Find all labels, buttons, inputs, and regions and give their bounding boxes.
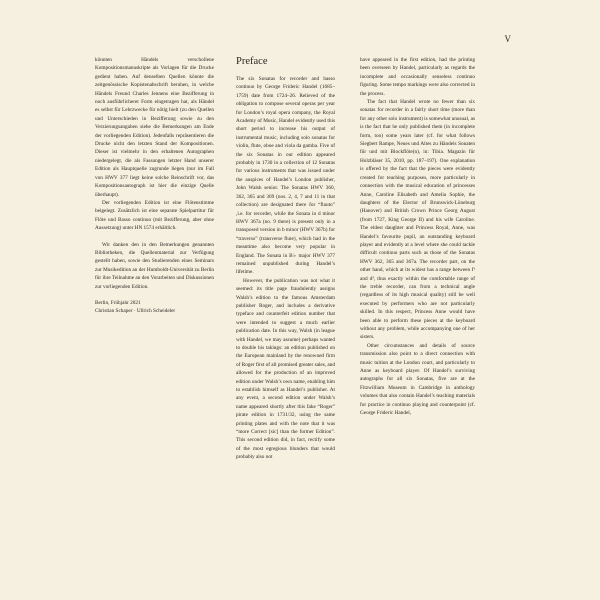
english-preface-column-2 [360,56,475,417]
paragraph: Other circumstances and details of source transmission also point to a direct connection with music tuition at the London court, and particularly to Anne as keyboard player. Of Handel’s surviving autographs for all six Sonatas, five are at the Fitzwilliam Museum in Cambridge in anthology volumes that also contain Handel’s teaching materials for practice in continuo playing and counterpoint (cf. George Frideric Handel, [360,342,475,417]
paragraph: However, the publication was not what it seemed: its title page fraudulently assigns Walsh’s edition to the famous Amsterdam publisher Roger, and includes a derivative typeface and counterfeit edition number that were intended to suggest a much earlier publication date. In this way, Walsh (in league with Handel, we may assume) perhaps wanted to double his takings: an edition published on the European mainland by the renowned firm of Roger first of all promised greater sales, and allowed for the production of an improved edition under Walsh’s own name, enabling him to establish himself as Handel’s publisher. At any event, a second edition under Walsh’s name appeared shortly after this fake “Roger” pirate edition in 1731/32, using the same printing plates and with the note that it was “more Correct [sic] than the former Edition”. This second edition did, in fact, rectify some of the most egregious blunders that would probably also not [236,277,335,461]
paragraph: have appeared in the first edition, had the printing been overseen by Handel, particularly as regards the incomplete and occasionally senseless continuo figuring. Some tempo markings were also corrected in the process. [360,57,475,97]
paragraph: könnten Händels verschollene Kompositionsmanuskripte als Vorlagen für die Drucke gedient haben. Auf denselben Quellen könnte die zeitgenössische Kopistenabschrift beruhen, in welche Händels Freund Charles Jennens eine Bezifferung in noch ausführlicherer Form eingetragen hat, als Händel es selbst für Lehrzwecke für nötig hielt (zu den Quellen und Unterschieden in Bezifferung sowie zu den Verzierungsangaben siehe die Bemerkungen am Ende der vorliegenden Edition). Jedenfalls repräsentieren die Drucke nicht den letzten Stand der Kompositionen. Dieser ist vielmehr in den erhaltenen Autographen niedergelegt, die als Fassungen letzter Hand unserer Edition als Hauptquelle zugrunde liegen (nur im Fall von HWV 377 liegt keine solche Reinschrift vor, das Kompositionsautograph ist hier die einzige Quelle überhaupt). [95,57,214,198]
page-number: V [504,34,511,44]
english-preface-column-1 [236,56,335,462]
paragraph: Wir danken den in den Bemerkungen genannten Bibliotheken, die Quellenmaterial zur Verfügung gestellt haben, sowie den Studierenden eines Seminars zur Musikedition an der Humboldt-Universität zu Berlin für ihre Teilnahme an den Vorarbeiten und Diskussionen zur vorliegenden Edition. [95,241,214,290]
paragraph: Der vorliegenden Edition ist eine Flötenstimme beigelegt. Zusätzlich ist eine separate Spielpartitur für Flöte und Basso continuo (mit Bezifferung, aber ohne Aussetzung) unter HN 1574 erhältlich. [95,199,214,232]
german-preface-column [95,56,214,316]
authors: Christian Schaper · Ullrich Scheideler [95,308,176,315]
place-date: Berlin, Frühjahr 2021 [95,299,141,306]
paragraph: The fact that Handel wrote no fewer than six sonatas for recorder in a fairly short time (more than for any other solo instrument) is somewhat unusual, as is the fact that he only published them (in incomplete form, too) some years later (cf. for what follows Siegbert Rampe, Neues und Altes zu Händels Sonaten für und mit Blockflöte(n), in: Tibia. Magazin für Holzbläser 35, 2010, pp. 187–197). One explanation is offered by the fact that the pieces were evidently created for teaching purposes, more particularly in connection with the musical education of princesses Anne, Caroline Elisabeth and Amelia Sophie, the daughters of the Elector of Brunswick-Lüneburg (Hanover) and British Crown Prince Georg August (from 1727, King George II) and his wife Caroline. The eldest daughter and Princess Royal, Anne, was Handel’s favourite pupil, an outstanding keyboard player and evidently at a level where she could tackle difficult continuo parts such as those of the Sonatas HWV 362, 365 and 367a. The recorder part, on the other hand, which at its widest has a range between f¹ and d³, thus exactly within the comfortable range of the treble recorder, can from a technical angle (regardless of its high musical quality) still be well executed by performers who are not particularly skilled. In this respect, Princess Anne would have been able to perform these pieces at the keyboard without any problem, while accompanying one of her sisters. [360,99,475,341]
paragraph: The six Sonatas for recorder and basso continuo by George Frideric Handel (1685–1759) date from 1724–26. Relieved of the obligation to compose several operas per year for London’s royal opera company, the Royal Academy of Music, Handel evidently used this short period to increase his output of instrumental music, including solo sonatas for violin, flute, oboe and viola da gamba. Five of the six Sonatas in our edition appeared probably in 1730 in a collection of 12 Sonatas for various instruments that was issued under the auspices of Handel’s London publisher, John Walsh senior. The Sonatas HWV 360, 362, 365 and 369 (nos. 2, 4, 7 and 11 in that collection) are designated there for “flauto” ,i.e. for recorder, while the Sonata in d minor HWV 367a (no. 9 there) is present only in a transposed version in b minor (HWV 367b) for “traverso” (transverse flute), which had in the meantime also become very popular in England. The Sonata in B♭ major HWV 377 remained unpublished during Handel’s lifetime. [236,76,335,276]
section-heading: Preface [236,56,268,67]
